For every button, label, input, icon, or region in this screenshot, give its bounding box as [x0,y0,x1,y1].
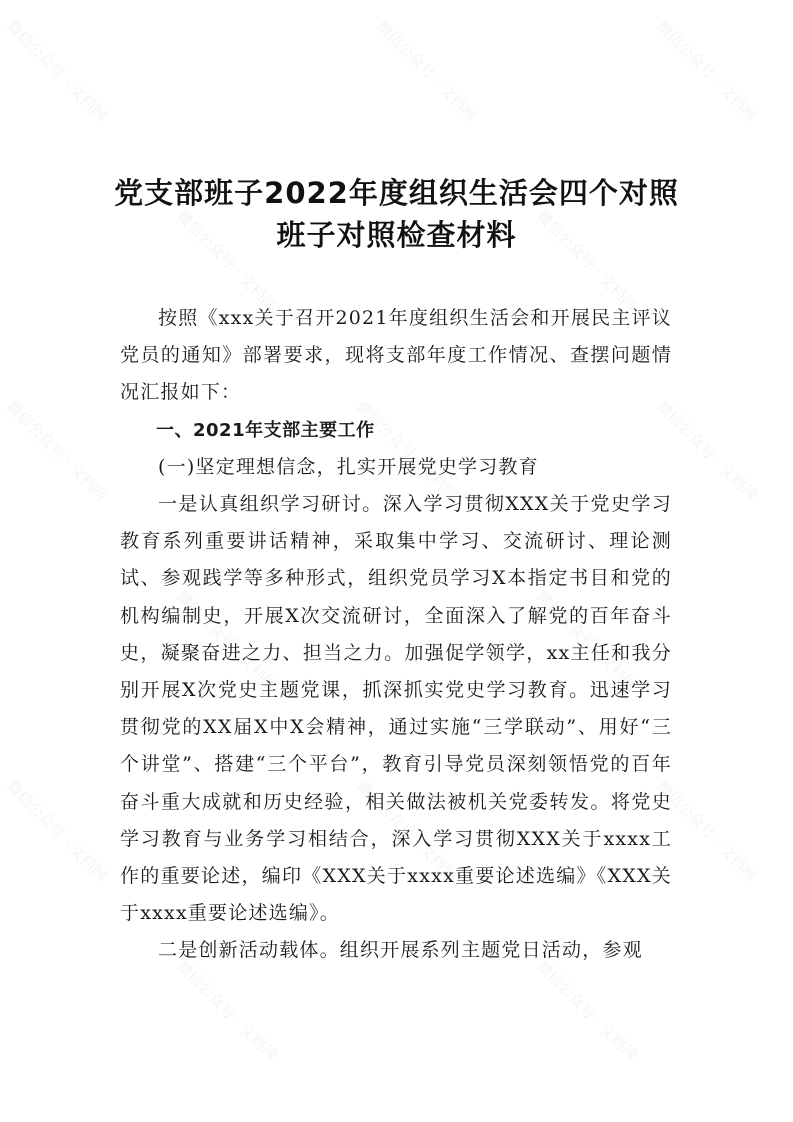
watermark: 微信公众号 · 文档网 [2,777,111,885]
watermark: 微信公众号 · 文档网 [652,17,761,125]
watermark: 微信公众号 · 文档网 [652,397,761,505]
watermark: 微信公众号 · 文档网 [532,957,641,1065]
watermark: 微信公众号 · 文档网 [352,777,461,885]
watermark: 微信公众号 · 文档网 [172,957,281,1065]
title-line-2: 班子对照检查材料 [276,218,517,252]
watermark: 微信公众号 · 文档网 [532,587,641,695]
title-line-1: 党支部班子2022年度组织生活会四个对照 [114,176,679,210]
watermark: 微信公众号 · 文档网 [172,207,281,315]
watermark: 微信公众号 · 文档网 [372,17,481,125]
watermark: 微信公众号 · 文档网 [532,207,641,315]
body-paragraph: 一是认真组织学习研讨。深入学习贯彻XXX关于党史学习教育系列重要讲话精神，采取集中学习、交流研讨、理论测试、参观践学等多种形式，组织党员学习X本指定书目和党的机构编制史，开展X次交流研讨，全面深入了解党的百年奋斗史，凝聚奋进之力、担当之力。加强促学领学，xx主任和我分别开展X次党史主题党课，抓深抓实党史学习教育。迅速学习贯彻党的XX届X中X会精神，通过实施“三学联动”、用好“三个讲堂”、搭建“三个平台”，教育引导党员深刻领悟党的百年奋斗重大成就和历史经验，相关做法被机关党委转发。将党史学习教育与业务学习相结合，深入学习贯彻XXX关于xxxx工作的重要论述，编印《XXX关于xxxx重要论述选编》《XXX关于xxxx重要论述选编》。 [120,493,672,925]
watermark: 微信公众号 · 文档网 [2,397,111,505]
watermark: 微信公众号 · 文档网 [652,777,761,885]
intro-paragraph: 按照《xxx关于召开2021年度组织生活会和开展民主评议党员的通知》部署要求，现将支部年度工作情况、查摆问题情况汇报如下： [120,307,672,404]
watermark: 微信公众号 · 文档网 [352,397,461,505]
watermark: 微信公众号 · 文档网 [172,587,281,695]
document-body [120,300,672,970]
subsection-heading: (一)坚定理想信念，扎实开展党史学习教育 [158,455,539,478]
body-paragraph: 二是创新活动载体。组织开展系列主题党日活动，参观 [158,939,643,962]
document-title [0,172,793,256]
section-heading: 一、2021年支部主要工作 [156,419,375,441]
watermark: 微信公众号 · 文档网 [2,17,111,125]
